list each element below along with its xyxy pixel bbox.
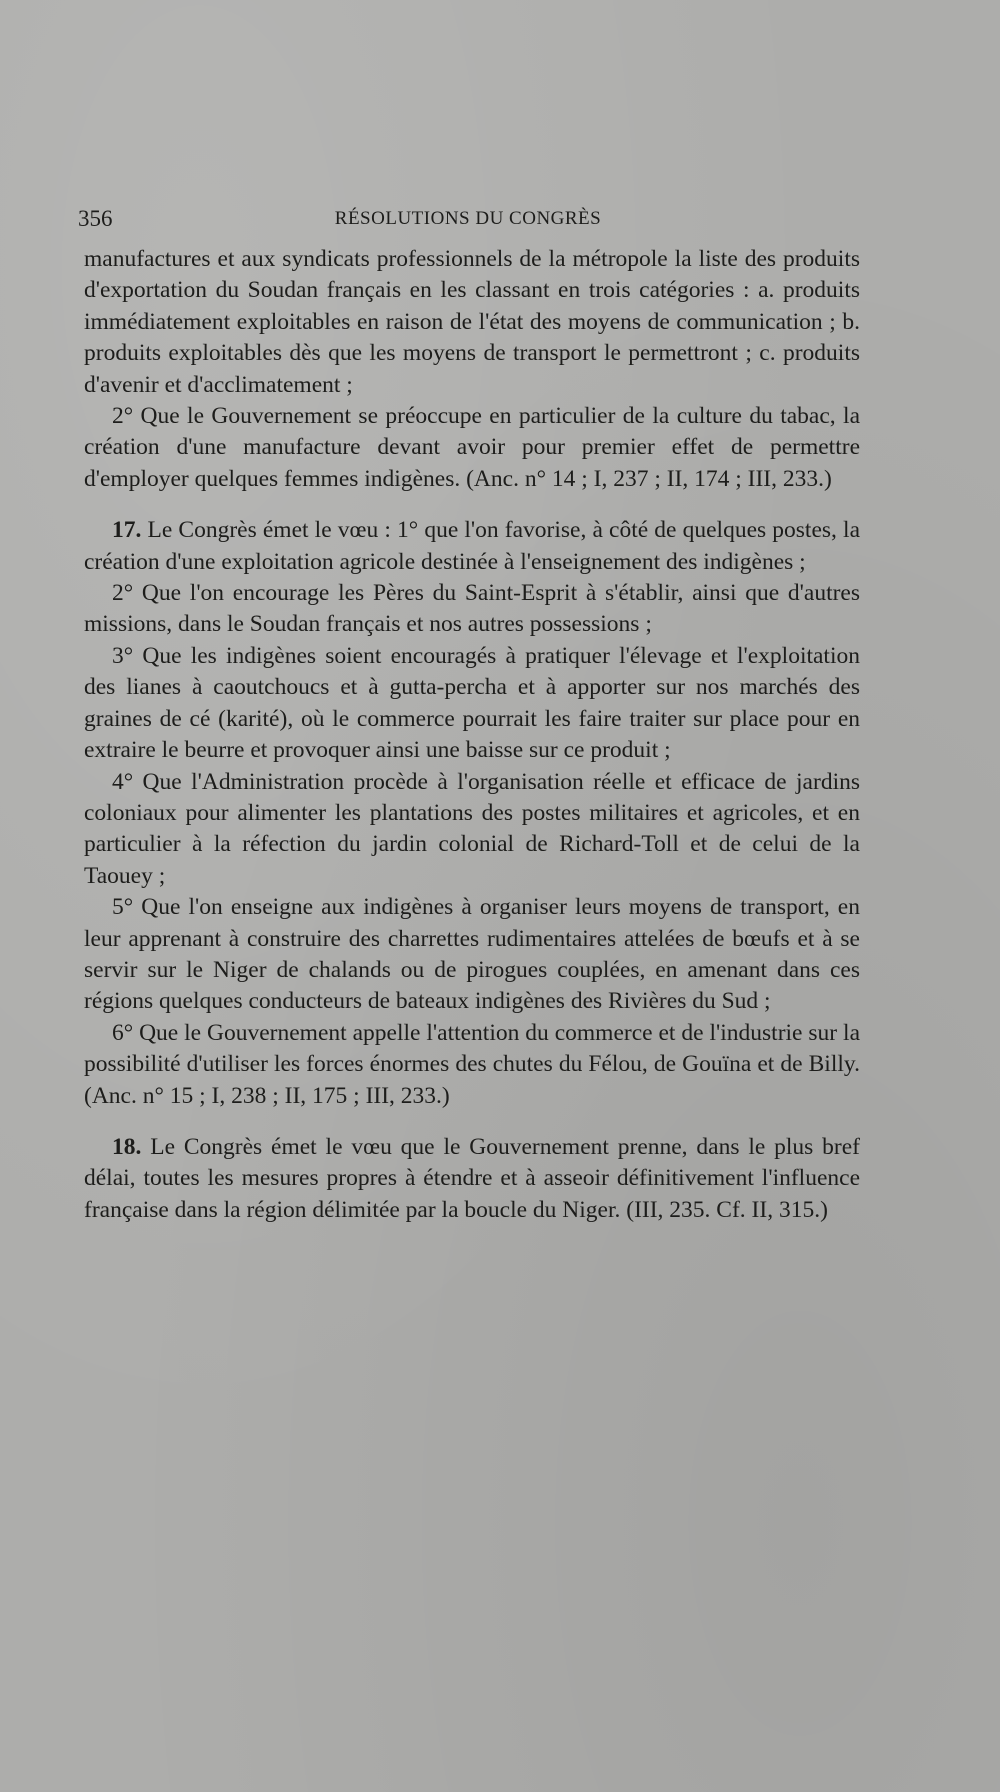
paragraph-text: Le Congrès émet le vœu : 1° que l'on favorise, à côté de quelques postes, la création d'une exploitation agricole destinée à l'enseignement des indigènes ; xyxy=(84,517,860,575)
running-head xyxy=(78,204,858,234)
resolution-17 xyxy=(84,515,860,578)
paragraph-elevage xyxy=(84,641,860,767)
resolution-number: 17. xyxy=(112,517,142,544)
paragraph-text: 2° Que le Gouvernement se préoccupe en particulier de la culture du tabac, la création d'une manufacture devant avoir pour premier effet de permettre d'employer quelques femmes indigènes. (Anc. n° 14 ; I, 237 ; II, 174 ; III, 233.) xyxy=(84,403,860,492)
paragraph-missions xyxy=(84,578,860,641)
body-text xyxy=(84,244,860,1226)
running-title: RÉSOLUTIONS DU CONGRÈS xyxy=(334,208,602,229)
paragraph-text: 2° Que l'on encourage les Pères du Saint-Esprit à s'établir, ainsi que d'autres missions, dans le Soudan français et nos autres possessions ; xyxy=(84,580,860,638)
paragraph-industrie xyxy=(84,1018,860,1112)
paragraph-jardins xyxy=(84,767,860,893)
paragraph-text: manufactures et aux syndicats professionnels de la métropole la liste des produits d'exportation du Soudan français en les classant en trois catégories : a. produits immédiatement exploitables en raison de l'état des moyens de communication ; b. produits exploitables dès que les moyens de transport le permettront ; c. produits d'avenir et d'acclimatement ; xyxy=(84,246,860,398)
paragraph-text: 3° Que les indigènes soient encouragés à pratiquer l'élevage et l'exploitation des lianes à caoutchoucs et à gutta-percha et à apporter sur nos marchés des graines de cé (karité), où le commerce pourrait les faire traiter sur place pour en extraire le beurre et provoquer ainsi une baisse sur ce produit ; xyxy=(84,642,860,764)
paragraph-tabac xyxy=(84,401,860,495)
resolution-18 xyxy=(84,1132,860,1226)
paragraph-text: 4° Que l'Administration procède à l'organisation réelle et efficace de jardins coloniaux pour alimenter les plantations des postes militaires et agricoles, et en particulier à la réfection du jardin colonial de Richard-Toll et de celui de la Taouey ; xyxy=(84,768,860,889)
paragraph-text: Le Congrès émet le vœu que le Gouvernement prenne, dans le plus bref délai, toutes les mesures propres à étendre et à asseoir définitivement l'influence française dans la région délimitée par la boucle du Niger. (III, 235. Cf. II, 315.) xyxy=(84,1133,860,1223)
page-number: 356 xyxy=(78,206,113,231)
resolution-number: 18. xyxy=(112,1133,142,1160)
paragraph-transport xyxy=(84,892,860,1018)
paragraph-text: 5° Que l'on enseigne aux indigènes à organiser leurs moyens de transport, en leur apprenant à construire des charrettes rudimentaires attelées de bœufs et à se servir sur le Niger de chalands ou de pirogues couplées, en amenant dans ces régions quelques conducteurs de bateaux indigènes des Rivières du Sud ; xyxy=(84,894,860,1015)
paragraph-continuation xyxy=(84,244,860,401)
paragraph-text: 6° Que le Gouvernement appelle l'attention du commerce et de l'industrie sur la possibilité d'utiliser les forces énormes des chutes du Félou, de Gouïna et de Billy. (Anc. n° 15 ; I, 238 ; II, 175 ; III, 233.) xyxy=(84,1019,860,1109)
